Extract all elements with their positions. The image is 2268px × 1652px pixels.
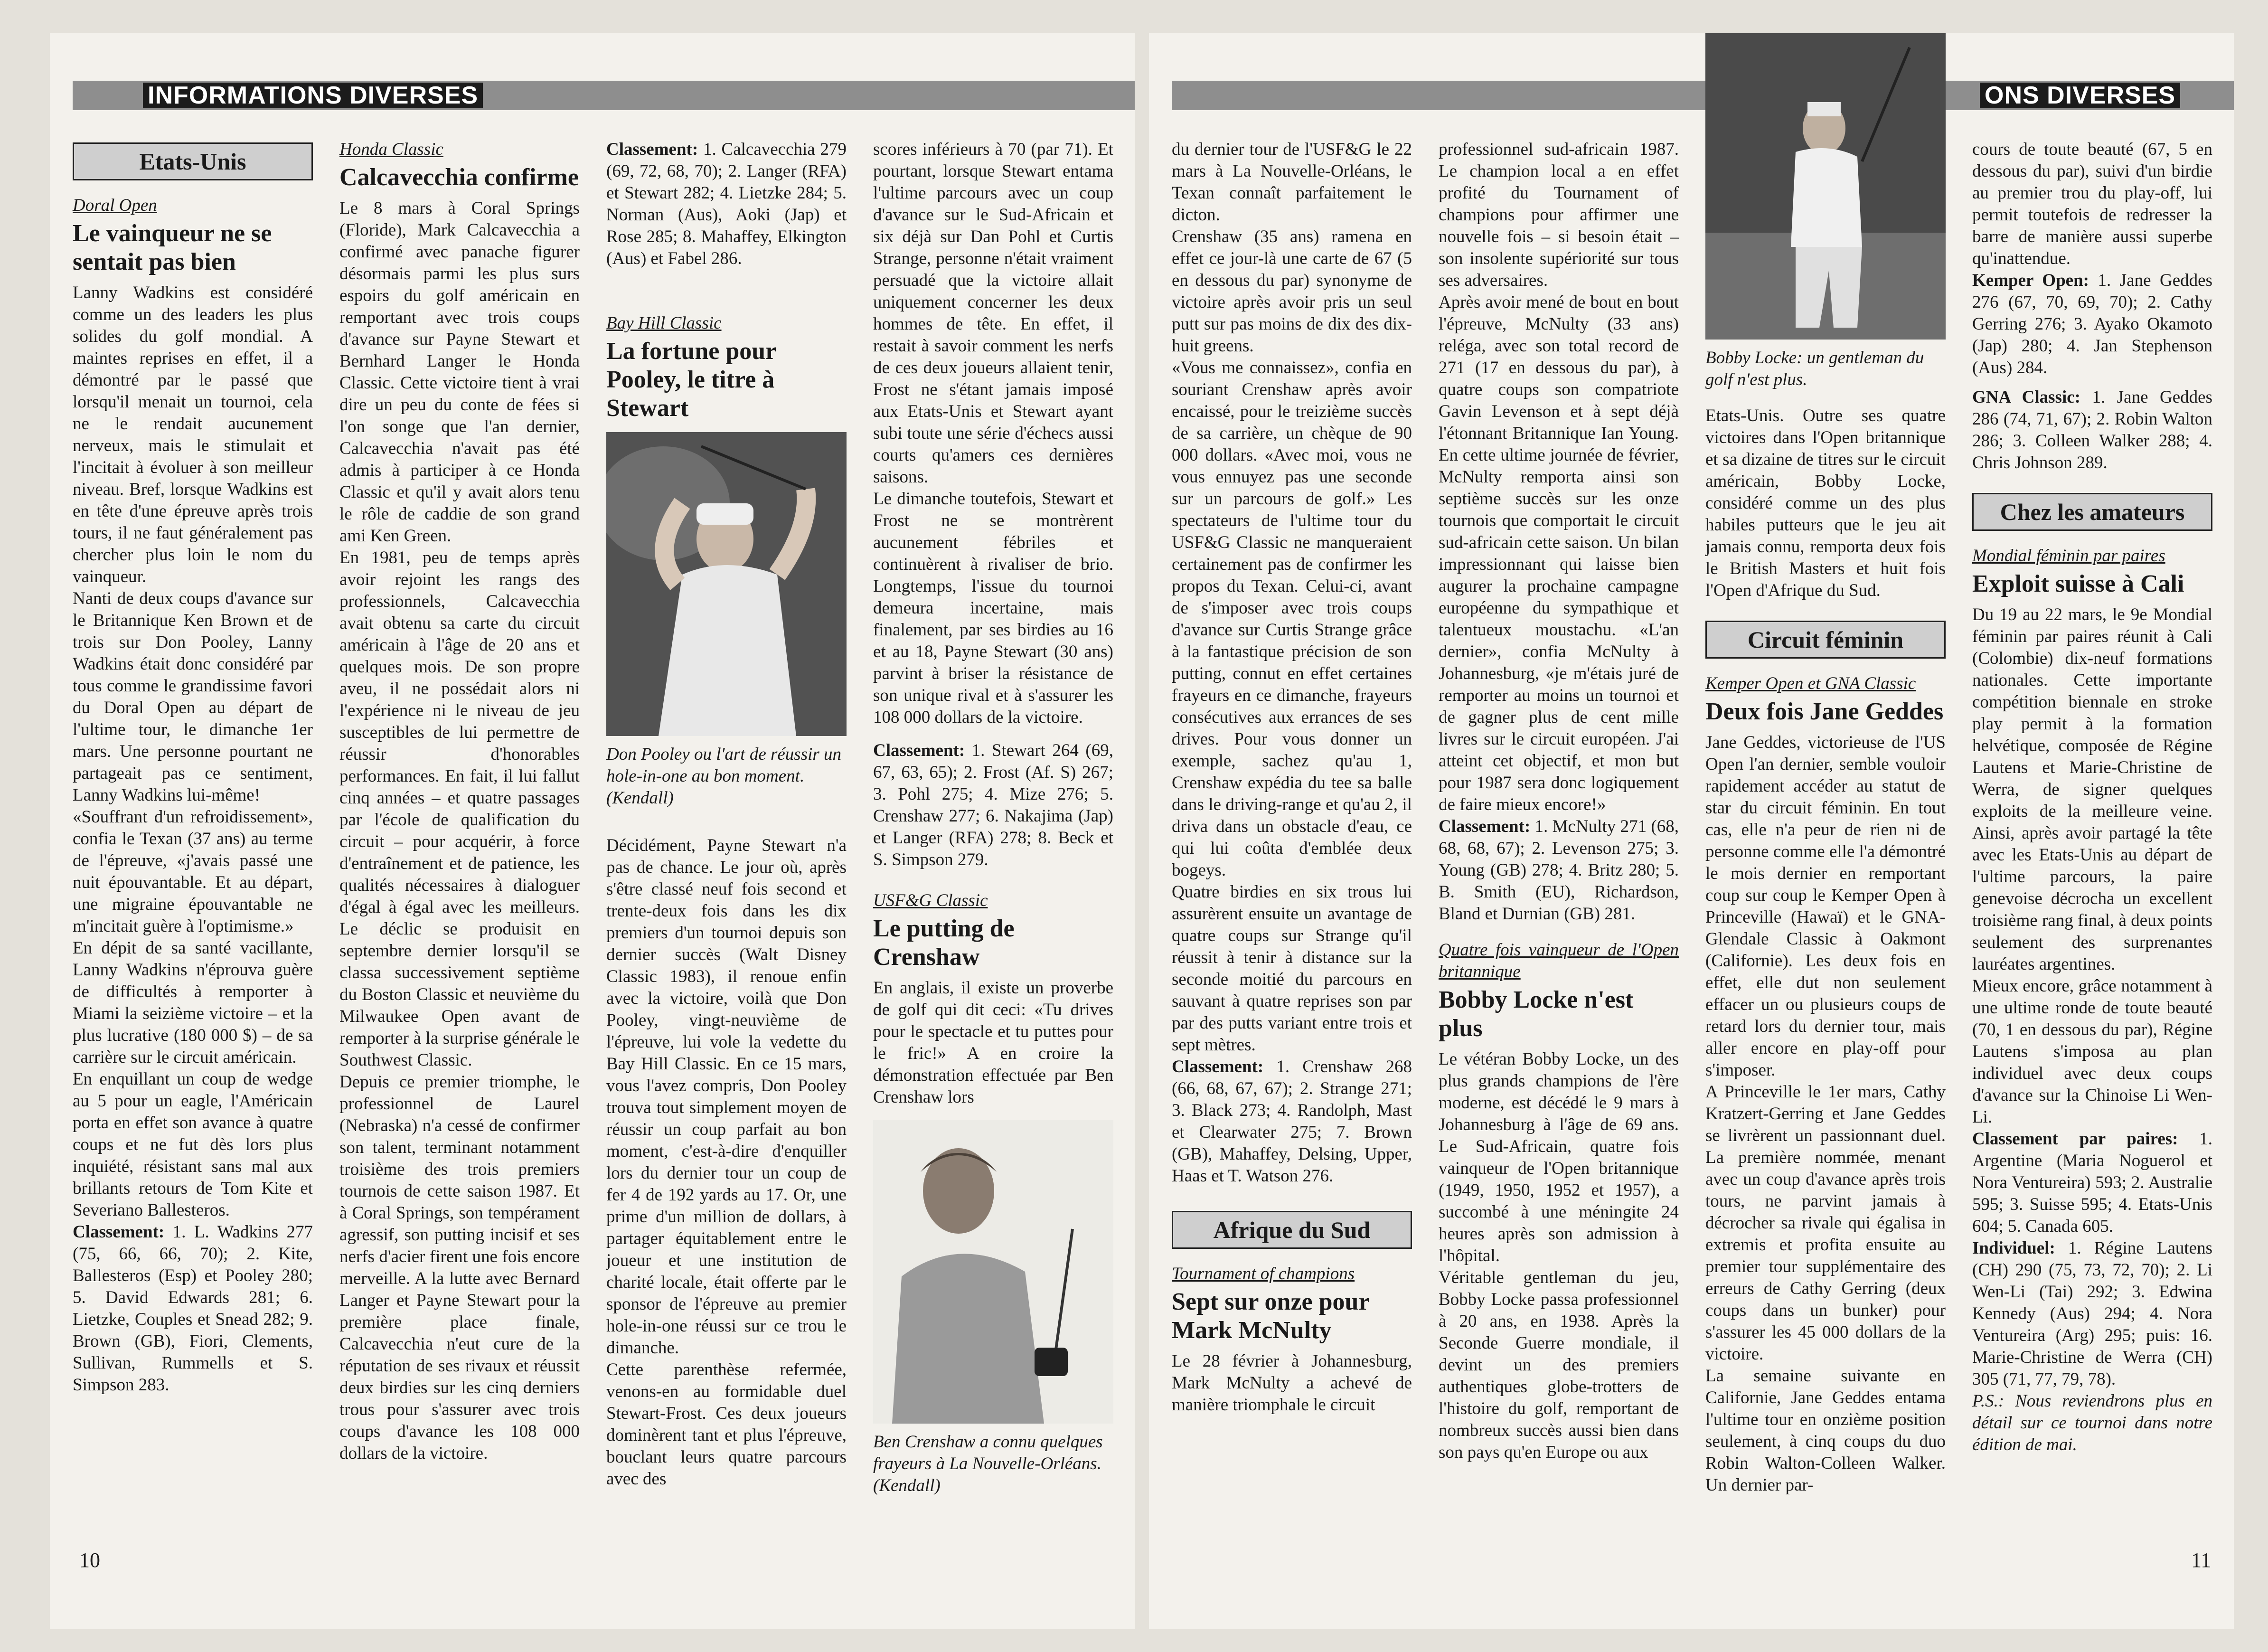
- results-label: Kemper Open:: [1972, 271, 2089, 290]
- column-2: [1439, 139, 1679, 1463]
- golfer-photo-icon: [873, 1120, 1113, 1424]
- article-headline: Bobby Locke n'est plus: [1439, 986, 1634, 1042]
- golfer-photo-icon: [1705, 33, 1946, 340]
- results-label: Classement:: [1439, 817, 1531, 836]
- results-line: [1972, 387, 2212, 474]
- results-label: Individuel:: [1972, 1238, 2055, 1258]
- results-text: 1. Jane Geddes 286 (74, 71, 67); 2. Robin Walton 286; 3. Colleen Walker 288; 4. Chris Johnson 289.: [1972, 387, 2212, 472]
- results-text: 1. Jane Geddes 276 (67, 70, 69, 70); 2. Cathy Gerring 276; 3. Ayako Okamoto (Jap) 280; 4. Jan Stephenson (Aus) 284.: [1972, 271, 2212, 378]
- results-text: 1. Crenshaw 268 (66, 68, 67, 67); 2. Strange 271; 3. Black 273; 4. Randolph, Mast et Clearwater 275; 7. Brown (GB), Mahaffey, Delsing, Upper, Haas et T. Watson 276.: [1172, 1057, 1412, 1186]
- paragraph: Jane Geddes, victorieuse de l'US Open l'an dernier, semble vouloir rapidement accéder au statut de star du circuit féminin. En tout cas, elle n'a peur de rien ni de personne comme elle l'a démontré le mois dernier en remportant coup sur coup le Kemper Open à Princeville (Hawaï) et le GNA-Glendale Classic à Oakmont (Californie). Les deux fois en effet, elle dut non seulement effacer un ou plusieurs coups de retard lors du dernier tour, mais aller encore en play-off pour s'imposer.: [1705, 733, 1946, 1080]
- section-box-afrique-du-sud: Afrique du Sud: [1172, 1211, 1412, 1249]
- photo-ben-crenshaw: [873, 1120, 1113, 1424]
- paragraph: Depuis ce premier triomphe, le professionnel de Laurel (Nebraska) n'a cessé de confirmer son talent, terminant notamment troisième des trois premiers tournois de cette saison 1987. Et à Coral Springs, son tempérament agressif, son putting incisif et ses nerfs d'acier firent une fois encore merveille. A la lutte avec Bernard Langer et Payne Stewart pour la première place finale, Calcavecchia n'eut cure de la réputation de ses rivaux et réussit deux birdies sur les cinq derniers trous pour s'assurer avec trois coups d'avance les 108 000 dollars de la victoire.: [339, 1072, 580, 1463]
- article-kicker: USF&G Classic: [873, 891, 988, 910]
- left-page: [50, 33, 1135, 1629]
- results-label: Classement:: [73, 1222, 165, 1242]
- results-line: [1972, 270, 2212, 379]
- photo-caption: Bobby Locke: un gentleman du golf n'est plus.: [1705, 348, 1924, 389]
- results-line: [1439, 816, 1679, 925]
- article-kicker: Quatre fois vainqueur de l'Open britannique: [1439, 940, 1679, 982]
- paragraph: Le 8 mars à Coral Springs (Floride), Mark Calcavecchia a confirmé avec panache figurer désormais parmi les plus surs espoirs du golf américain en remportant avec trois coups d'avance sur Payne Stewart et Bernhard Langer le Honda Classic. Cette victoire tient à vrai dire un peu du conte de fées si l'on songe que l'an dernier, Calcavecchia n'avait pas été admis à participer à ce Honda Classic et qu'il y avait alors tenu le rôle de caddie de son grand ami Ken Green.: [339, 198, 580, 546]
- results-text: 1. Régine Lautens (CH) 290 (75, 73, 72, 70); 2. Li Wen-Li (Tai) 292; 3. Edwina Kennedy (Aus) 294; 4. Nora Ventureira (Arg) 295; puis: 16. Marie-Christine de Werra (CH) 305 (71, 77, 79, 78).: [1972, 1238, 2212, 1389]
- photo-caption: Don Pooley ou l'art de réussir un hole-in-one au bon moment. (Kendall): [606, 745, 842, 808]
- paragraph: En 1981, peu de temps après avoir rejoint les rangs des professionnels, Calcavecchia avait obtenu sa carte du circuit américain à l'âge de 20 ans et quelques mois. De son propre aveu, il ne possédait alors ni l'expérience ni le niveau de jeu susceptibles de lui permettre de réussir d'honorables performances. En fait, il lui fallut cinq années – et quatre passages par l'école de qualification du circuit – pour acquérir, à force d'entraînement et de patience, les qualités nécessaires à dialoguer d'égal à égal avec les meilleurs. Le déclic se produisit en septembre dernier lorsqu'il se classa successivement septième du Boston Classic et neuvième du Milwaukee Open avant de remporter à la surprise générale le Southwest Classic.: [339, 548, 580, 1070]
- banner-label: INFORMATIONS DIVERSES: [143, 83, 483, 108]
- section-banner: [73, 81, 1135, 110]
- column-4: [873, 139, 1113, 1497]
- paragraph: Du 19 au 22 mars, le 9e Mondial féminin par paires réunit à Cali (Colombie) dix-neuf formations nationales. Cette importante compétition biennale en stroke play permit à la formation helvétique, composée de Régine Lautens et Marie-Christine de Werra, de signer quelques exploits de la meilleure veine. Ainsi, après avoir partagé la tête avec les Etats-Unis au départ de l'ultime parcours, la paire genevoise décrocha un excellent troisième rang final, à deux points seulement des surprenantes lauréates argentines.: [1972, 605, 2212, 974]
- results-text: 1. McNulty 271 (68, 68, 68, 67); 2. Levenson 275; 3. Young (GB) 278; 4. Britz 280; 5. B. Smith (EU), Richardson, Bland et Durnian (GB) 281.: [1439, 817, 1679, 924]
- article-headline: Sept sur onze pour Mark McNulty: [1172, 1288, 1369, 1344]
- article-kicker: Bay Hill Classic: [606, 313, 722, 333]
- results-text: 1. Calcavecchia 279 (69, 72, 68, 70); 2. Langer (RFA) et Stewart 282; 4. Lietzke 284; 5. Norman (Aus), Aoki (Jap) et Rose 285; 8. Mahaffey, Elkington (Aus) et Fabel 286.: [606, 140, 847, 268]
- results-line: [1172, 1056, 1412, 1187]
- results-line: [873, 740, 1113, 871]
- results-label: Classement:: [606, 140, 698, 159]
- paragraph: Après avoir mené de bout en bout l'épreuve, McNulty (33 ans) reléga, avec son total record de 271 (17 en dessous du par), à quatre coups son compatriote Gavin Levenson et à sept déjà l'étonnant Britannique Ian Young. En cette ultime journée de février, McNulty remporta ainsi son septième succès sur les onze tournois que comportait le circuit sud-africain cette saison. Un bilan impressionnant qui laisse bien augurer la prochaine campagne européenne du sympathique et talentueux moustachu. «L'an dernier», confia McNulty à Johannesburg, «je m'étais juré de remporter au moins un tournoi et de gagner plus de cent mille livres sur le circuit européen. J'ai atteint cet objectif, et mon but pour 1987 sera donc logiquement de faire mieux encore!»: [1439, 293, 1679, 814]
- paragraph: En dépit de sa santé vacillante, Lanny Wadkins n'éprouva guère de difficultés à remporter à Miami la seizième victoire – et la plus lucrative (180 000 $) – de sa carrière sur le circuit américain.: [73, 938, 313, 1067]
- column-2: [339, 139, 580, 1464]
- article-kicker: Tournament of champions: [1172, 1264, 1355, 1284]
- article-kicker: Doral Open: [73, 196, 157, 215]
- article-headline: La fortune pour Pooley, le titre à Stewart: [606, 338, 776, 422]
- paragraph: Décidément, Payne Stewart n'a pas de chance. Le jour où, après s'être classé neuf fois second et trente-deux fois dans les dix premiers d'un tournoi depuis son dernier succès (Walt Disney Classic 1983), il renoue enfin avec la victoire, voilà que Don Pooley, vingt-neuvième de l'épreuve, lui vole la vedette du Bay Hill Classic. En ce 15 mars, vous l'avez compris, Don Pooley trouva tout simplement moyen de réussir un coup parfait au bon moment, c'est-à-dire d'enquiller lors du dernier tour un coup de fer 4 de 192 yards au 17. Or, une prime d'un million de dollars, à partager équitablement entre le joueur et une institution de charité locale, était offerte par le sponsor de l'épreuve au premier hole-in-one réussi sur ce trou le dimanche.: [606, 836, 847, 1358]
- paragraph: Véritable gentleman du jeu, Bobby Locke passa professionnel à 20 ans, en 1938. Après la Seconde Guerre mondiale, il devint un des premiers authentiques globe-trotters de l'histoire du golf, remportant de nombreux succès aussi bien dans son pays qu'en Europe ou aux: [1439, 1268, 1679, 1462]
- paragraph: Quatre birdies en six trous lui assurèrent ensuite un avantage de quatre coups sur Strange qu'il réussit à tenir à distance sur la seconde moitié du parcours en sauvant à quatre reprises son par par des putts variant entre trois et sept mètres.: [1172, 882, 1412, 1055]
- results-line: [1972, 1128, 2212, 1237]
- banner-label: ONS DIVERSES: [1980, 83, 2180, 108]
- page-number: 10: [79, 1548, 100, 1572]
- paragraph: Mieux encore, grâce notamment à une ultime ronde de toute beauté (70, 1 en dessous du par), Régine Lautens s'imposa au plan individuel avec deux coups d'avance sur la Chinoise Li Wen-Li.: [1972, 976, 2212, 1127]
- results-label: GNA Classic:: [1972, 387, 2081, 407]
- article-kicker: Mondial féminin par paires: [1972, 546, 2165, 566]
- results-line: [73, 1221, 313, 1396]
- results-line: [606, 139, 847, 270]
- results-text: 1. L. Wadkins 277 (75, 66, 66, 70); 2. Kite, Ballesteros (Esp) et Pooley 280; 5. David Edwards 281; 6. Lietzke, Couples et Snead 282; 9. Brown (GB), Fiori, Clements, Sullivan, Rummells et S. Simpson 283.: [73, 1222, 313, 1395]
- paragraph: Nanti de deux coups d'avance sur le Britannique Ken Brown et de trois sur Don Pooley, Lanny Wadkins était donc considéré par tous comme le grandissime favori du Doral Open au départ de l'ultime tour, le dimanche 1er mars. Une personne pourtant ne partageait pas ce sentiment, Lanny Wadkins lui-même!: [73, 589, 313, 805]
- column-1: [1172, 139, 1412, 1416]
- article-headline: Deux fois Jane Geddes: [1705, 698, 1944, 725]
- photo-bobby-locke: [1705, 33, 1946, 340]
- article-headline: Le vainqueur ne se sentait pas bien: [73, 220, 272, 275]
- paragraph: Lanny Wadkins est considéré comme un des leaders les plus solides du golf mondial. A maintes reprises en effet, il a démontré par le passé que lorsqu'il menait un tournoi, cela ne le rendait aucunement nerveux, mais le stimulait et l'incitait à évoluer à son meilleur niveau. Bref, lorsque Wadkins est en tête d'une épreuve après trois tours, il ne faut généralement pas chercher plus loin le nom du vainqueur.: [73, 283, 313, 586]
- paragraph: du dernier tour de l'USF&G le 22 mars à La Nouvelle-Orléans, le Texan connaît parfaitement le dicton.: [1172, 140, 1412, 225]
- section-box-circuit-feminin: Circuit féminin: [1705, 621, 1946, 659]
- paragraph: Le vétéran Bobby Locke, un des plus grands champions de l'ère moderne, est décédé le 9 mars à Johannesburg à l'âge de 69 ans. Le Sud-Africain, quatre fois vainqueur de l'Open britannique (1949, 1950, 1952 et 1957), a succombé à une méningite 24 heures après son admission à l'hôpital.: [1439, 1049, 1679, 1265]
- paragraph: cours de toute beauté (67, 5 en dessous du par), suivi d'un birdie au premier trou du play-off, lui permit toutefois de redresser la barre de manière aussi superbe qu'inattendue.: [1972, 140, 2212, 268]
- photo-caption: Ben Crenshaw a connu quelques frayeurs à La Nouvelle-Orléans. (Kendall): [873, 1432, 1103, 1495]
- paragraph: professionnel sud-africain 1987. Le champion local a en effet profité du Tournament of champions pour affirmer une nouvelle fois – si besoin était – son insolente supériorité sur tous ses adversaires.: [1439, 140, 1679, 290]
- section-banner: [1172, 81, 2234, 110]
- column-1: [73, 142, 313, 1396]
- column-3: [1705, 33, 1946, 1496]
- paragraph: A Princeville le 1er mars, Cathy Kratzert-Gerring et Jane Geddes se livrèrent un passionnant duel. La première nommée, menant avec un coup d'avance après trois tours, ne parvint jamais à décrocher sa rivale qui égalisa in extremis et profita ensuite au premier tour supplémentaire des erreurs de Cathy Gerring (deux coups dans un bunker) pour s'assurer les 45 000 dollars de la victoire.: [1705, 1082, 1946, 1364]
- article-kicker: Honda Classic: [339, 140, 443, 159]
- paragraph: «Souffrant d'un refroidissement», confia le Texan (37 ans) au terme de l'épreuve, «j'avais passé une nuit épouvantable. Et au départ, une migraine épouvantable ne m'incitait guère à l'optimisme.»: [73, 807, 313, 936]
- section-box-chez-les-amateurs: Chez les amateurs: [1972, 493, 2212, 531]
- section-box-etats-unis: Etats-Unis: [73, 142, 313, 180]
- right-page: [1149, 33, 2234, 1629]
- column-4: [1972, 139, 2212, 1456]
- paragraph: En enquillant un coup de wedge au 5 pour un eagle, l'Américain porta en effet son avance à quatre coups et ne fut dès lors plus inquiété, résistant sans mal aux brillants retours de Tom Kite et Severiano Ballesteros.: [73, 1069, 313, 1220]
- postscript: P.S.: Nous reviendrons plus en détail sur ce tournoi dans notre édition de mai.: [1972, 1391, 2212, 1454]
- results-label: Classement:: [1172, 1057, 1264, 1076]
- paragraph: La semaine suivante en Californie, Jane Geddes entama l'ultime tour en onzième position seulement, à cinq coups du duo Robin Walton-Colleen Walker. Un dernier par-: [1705, 1366, 1946, 1495]
- paragraph: Cette parenthèse refermée, venons-en au formidable duel Stewart-Frost. Ces deux joueurs dominèrent tant et plus l'épreuve, bouclant leurs quatre parcours avec des: [606, 1360, 847, 1489]
- paragraph: Le 28 février à Johannesburg, Mark McNulty a achevé de manière triomphale le circuit: [1172, 1351, 1412, 1415]
- results-label: Classement:: [873, 741, 965, 760]
- results-label: Classement par paires:: [1972, 1129, 2178, 1149]
- paragraph: Le dimanche toutefois, Stewart et Frost ne se montrèrent aucunement fébriles et continuèrent à rivaliser de brio. Longtemps, l'issue du tournoi demeura incertaine, mais finalement, par ses birdies au 16 et au 18, Payne Stewart (30 ans) parvint à briser la résistance de son unique rival et à s'assurer les 108 000 dollars de la victoire.: [873, 489, 1113, 727]
- paragraph: «Vous me connaissez», confia en souriant Crenshaw après avoir encaissé, pour le treizième succès de sa carrière, un chèque de 90 000 dollars. «Avec moi, vous ne vous ennuyez pas une seconde sur un parcours de golf.» Les spectateurs de l'ultime tour du USF&G Classic ne manqueraient certainement pas de confirmer les propos du Texan. Celui-ci, avant de s'imposer avec trois coups d'avance sur Curtis Strange grâce à la fantastique précision de son putting, connut en effet certaines frayeurs en ce dimanche, frayeurs consécutives aux errances de ses drives. Pour vous donner un exemple, sachez qu'au 1, Crenshaw expédia du tee sa balle dans le driving-range et qu'au 2, il driva dans un obstacle d'eau, ce qui lui coûta d'emblée deux bogeys.: [1172, 358, 1412, 880]
- article-headline: Le putting de Crenshaw: [873, 915, 1015, 971]
- paragraph: Crenshaw (35 ans) ramena en effet ce jour-là une carte de 67 (5 en dessous du par) synonyme de victoire après avoir pris un seul putt sur pas moins de dix des dix-huit greens.: [1172, 227, 1412, 356]
- article-kicker: Kemper Open et GNA Classic: [1705, 674, 1916, 693]
- results-text: 1. Stewart 264 (69, 67, 63, 65); 2. Frost (Af. S) 267; 3. Pohl 275; 4. Mize 276; 5. Crenshaw 277; 6. Nakajima (Jap) et Langer (RFA) 278; 8. Beck et S. Simpson 279.: [873, 741, 1113, 869]
- page-number: 11: [2191, 1548, 2212, 1572]
- golfer-photo-icon: [606, 432, 847, 736]
- photo-don-pooley: [606, 432, 847, 736]
- paragraph: Etats-Unis. Outre ses quatre victoires dans l'Open britannique et sa dizaine de titres sur le circuit américain, Bobby Locke, considéré comme un des plus habiles putteurs que le jeu ait jamais connu, remporta deux fois le British Masters et huit fois l'Open d'Afrique du Sud.: [1705, 406, 1946, 600]
- paragraph: scores inférieurs à 70 (par 71). Et pourtant, lorsque Stewart entama l'ultime parcours avec un coup d'avance sur le Sud-Africain et six déjà sur Dan Pohl et Curtis Strange, personne n'était vraiment persuadé que la victoire allait uniquement concerner les deux hommes de tête. En effet, il restait à savoir comment les nerfs de ces deux joueurs allaient tenir, Frost ne s'étant jamais imposé aux Etats-Unis et Stewart ayant subi toute une série d'échecs aussi courts qu'amers ces dernières saisons.: [873, 140, 1113, 487]
- results-line: [1972, 1237, 2212, 1390]
- column-3: [606, 139, 847, 1490]
- paragraph: En anglais, il existe un proverbe de golf qui dit ceci: «Tu drives pour le spectacle et tu puttes pour le fric!» A en croire la démonstration effectuée par Ben Crenshaw lors: [873, 978, 1113, 1107]
- results-text: 1. Argentine (Maria Noguerol et Nora Ventureira) 593; 2. Australie 595; 3. Suisse 595; 4. Etats-Unis 604; 5. Canada 605.: [1972, 1129, 2212, 1236]
- article-headline: Exploit suisse à Cali: [1972, 570, 2184, 597]
- article-headline: Calcavecchia confirme: [339, 164, 579, 191]
